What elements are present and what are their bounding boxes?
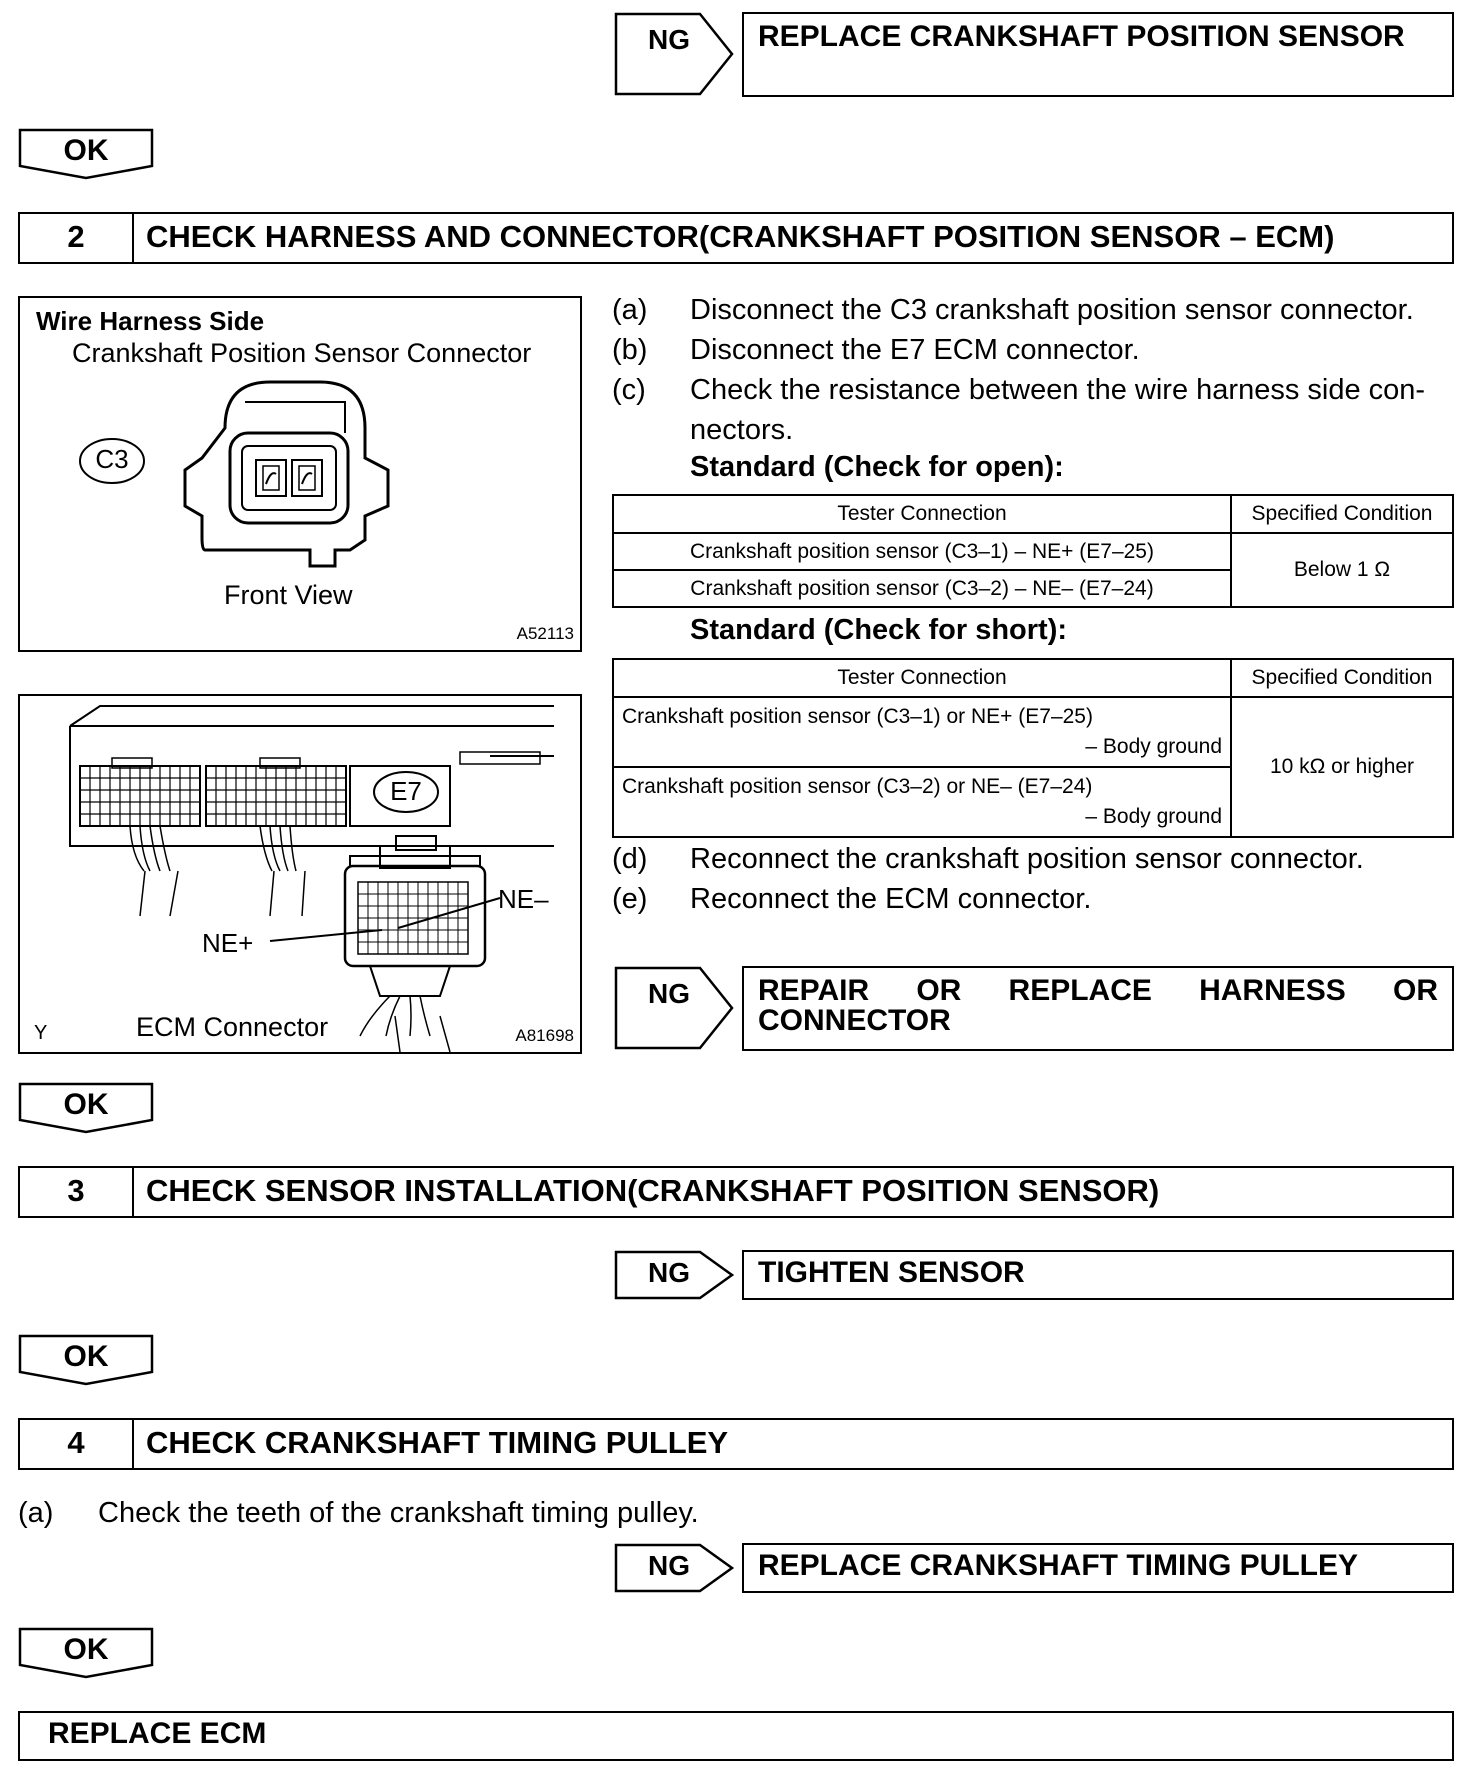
table-cell-condition: 10 kΩ or higher xyxy=(1231,697,1453,837)
instruction-a xyxy=(612,290,1454,330)
figure-code: A52113 xyxy=(516,624,574,643)
tester-line: – Body ground xyxy=(1085,805,1222,828)
instruction-label: (a) xyxy=(18,1497,54,1529)
action-word: OR xyxy=(1393,974,1438,1007)
ng-arrow-step4 xyxy=(614,1543,734,1593)
step-number: 2 xyxy=(20,214,134,262)
tester-line: Crankshaft position sensor (C3–2) or NE– (E7–24) xyxy=(622,775,1093,798)
ng-label: NG xyxy=(648,1257,690,1288)
instruction-text: Disconnect the C3 crankshaft position sensor connector. xyxy=(690,294,1414,326)
ng-arrow-step1 xyxy=(614,12,734,97)
ok-label: OK xyxy=(63,1088,109,1121)
instruction-label: (a) xyxy=(612,294,648,326)
figure-caption: Front View xyxy=(224,580,353,610)
instruction-text: Reconnect the ECM connector. xyxy=(690,883,1092,915)
standard-open-heading: Standard (Check for open): xyxy=(690,451,1064,483)
action-word: OR xyxy=(916,974,962,1007)
figure-ecm-connector xyxy=(18,694,582,1054)
label-ne-minus: NE– xyxy=(498,884,549,914)
step-2-header xyxy=(18,212,1454,264)
action-word: REPLACE xyxy=(1008,974,1152,1007)
ok-arrow-step3 xyxy=(18,1334,154,1386)
instruction-c xyxy=(612,370,1454,410)
ng-label: NG xyxy=(648,24,690,55)
instruction-text: Check the teeth of the crankshaft timing pulley. xyxy=(98,1497,699,1529)
instruction-step4-a xyxy=(18,1493,918,1533)
figure-title: Wire Harness Side xyxy=(36,306,265,336)
instruction-text: Check the resistance between the wire harness side con- xyxy=(690,374,1426,406)
step-4-header xyxy=(18,1418,1454,1470)
figure-subtitle: Crankshaft Position Sensor Connector xyxy=(72,338,532,368)
instruction-text: Disconnect the E7 ECM connector. xyxy=(690,334,1140,366)
ok-arrow-step4 xyxy=(18,1627,154,1679)
step-title: CHECK HARNESS AND CONNECTOR(CRANKSHAFT POSITION SENSOR – ECM) xyxy=(146,219,1335,254)
table-row-tester xyxy=(613,697,1231,767)
table-cell-condition: Below 1 Ω xyxy=(1231,533,1453,607)
connector-id-c3: C3 xyxy=(95,444,129,474)
ok-label: OK xyxy=(63,1633,109,1666)
figure-corner-mark: Y xyxy=(34,1022,48,1044)
instruction-label: (d) xyxy=(612,843,648,875)
standard-short-heading: Standard (Check for short): xyxy=(690,614,1068,646)
instruction-label: (e) xyxy=(612,883,648,915)
ng-arrow-step3 xyxy=(614,1250,734,1300)
ng-arrow-step2 xyxy=(614,966,734,1051)
instruction-c-continued xyxy=(612,410,1454,450)
table-header-tester: Tester Connection xyxy=(613,495,1231,533)
connector-id-e7: E7 xyxy=(390,776,422,806)
table-row-tester: Crankshaft position sensor (C3–1) – NE+ (E7–25) xyxy=(613,533,1231,570)
action-replace-timing-pulley: REPLACE CRANKSHAFT TIMING PULLEY xyxy=(742,1543,1454,1593)
action-line-2: CONNECTOR xyxy=(758,1004,951,1037)
step-number: 4 xyxy=(20,1420,134,1468)
instruction-label: (c) xyxy=(612,374,646,406)
instruction-text: nectors. xyxy=(690,414,794,446)
action-tighten-sensor: TIGHTEN SENSOR xyxy=(742,1250,1454,1300)
instruction-label: (b) xyxy=(612,334,648,366)
tester-line: – Body ground xyxy=(1085,735,1222,758)
table-header-tester: Tester Connection xyxy=(613,659,1231,697)
ecm-connector-drawing xyxy=(20,696,580,1052)
ok-label: OK xyxy=(63,1340,109,1373)
table-row-tester xyxy=(613,767,1231,837)
step-title: CHECK CRANKSHAFT TIMING PULLEY xyxy=(146,1425,729,1460)
final-replace-ecm: REPLACE ECM xyxy=(18,1711,1454,1761)
ok-arrow-step1 xyxy=(18,128,154,180)
step-title: CHECK SENSOR INSTALLATION(CRANKSHAFT POSITION SENSOR) xyxy=(146,1173,1160,1208)
ng-label: NG xyxy=(648,978,690,1009)
instruction-d xyxy=(612,839,1454,879)
ng-label: NG xyxy=(648,1550,690,1581)
standard-short-table xyxy=(612,658,1454,838)
figure-crankshaft-sensor-connector xyxy=(18,296,582,652)
step-3-header xyxy=(18,1166,1454,1218)
action-repair-harness xyxy=(742,966,1454,1051)
table-row-tester: Crankshaft position sensor (C3–2) – NE– (E7–24) xyxy=(613,570,1231,607)
action-word: REPAIR xyxy=(758,974,870,1007)
tester-line: Crankshaft position sensor (C3–1) or NE+ (E7–25) xyxy=(622,705,1093,728)
action-line-1 xyxy=(758,976,1438,1006)
table-header-condition: Specified Condition xyxy=(1231,659,1453,697)
table-header-condition: Specified Condition xyxy=(1231,495,1453,533)
instruction-e xyxy=(612,879,1454,919)
ok-label: OK xyxy=(63,134,109,167)
standard-open-table xyxy=(612,494,1454,608)
instruction-b xyxy=(612,330,1454,370)
instruction-text: Reconnect the crankshaft position sensor connector. xyxy=(690,843,1364,875)
label-ne-plus: NE+ xyxy=(202,928,254,958)
action-replace-crankshaft-sensor: REPLACE CRANKSHAFT POSITION SENSOR xyxy=(742,12,1454,97)
figure-code: A81698 xyxy=(515,1026,574,1045)
figure-caption: ECM Connector xyxy=(136,1012,329,1042)
action-word: HARNESS xyxy=(1199,974,1346,1007)
ok-arrow-step2 xyxy=(18,1082,154,1134)
step-number: 3 xyxy=(20,1168,134,1216)
